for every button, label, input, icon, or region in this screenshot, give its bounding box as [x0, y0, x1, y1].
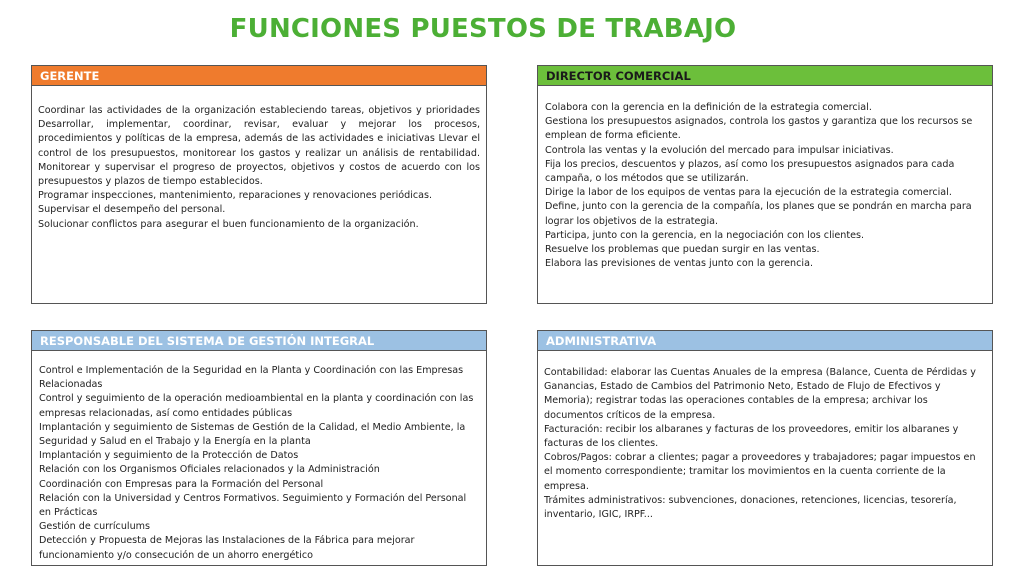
- director-line: Define, junto con la gerencia de la compañía, los planes que se pondrán en marcha para lograr los objetivos de la estrategia.: [545, 201, 972, 227]
- sgi-line: Detección y Propuesta de Mejoras las Instalaciones de la Fábrica para mejorar funcionamiento y/o consecución de un ahorro energético: [39, 535, 415, 561]
- gerente-panel: [31, 65, 487, 304]
- sgi-line: Control e Implementación de la Seguridad en la Planta y Coordinación con las Empresas Relacionadas: [39, 365, 464, 391]
- sgi-panel: [31, 330, 487, 566]
- gerente-line: Supervisar el desempeño del personal.: [38, 204, 226, 216]
- director-line: Dirige la labor de los equipos de ventas para la ejecución de la estrategia comercial.: [545, 187, 952, 199]
- sgi-body: [32, 351, 486, 563]
- gerente-body: [32, 86, 486, 232]
- director-line: Fija los precios, descuentos y plazos, así como los presupuestos asignados para cada campaña, o los métodos que se utilizarán.: [545, 158, 955, 185]
- gerente-line: Programar inspecciones, mantenimiento, reparaciones y renovaciones periódicas.: [38, 190, 433, 202]
- sgi-line: Coordinación con Empresas para la Formación del Personal: [39, 478, 324, 490]
- page-title: FUNCIONES PUESTOS DE TRABAJO: [229, 14, 737, 44]
- gerente-line: Solucionar conflictos para asegurar el buen funcionamiento de la organización.: [38, 218, 419, 230]
- administrativa-line: Contabilidad: elaborar las Cuentas Anuales de la empresa (Balance, Cuenta de Pérdidas y Ganancias, Estado de Cambios del Patrimonio Neto, Estado de Flujo de Efectivos y Memoria); registrar todas las operaciones contables de la empresa; archivar los documentos críticos de la empresa.: [544, 367, 976, 421]
- sgi-line: Implantación y seguimiento de la Protección de Datos: [39, 450, 299, 462]
- director-comercial-body: [538, 86, 992, 271]
- administrativa-line: Trámites administrativos: subvenciones, donaciones, retenciones, licencias, tesorería, inventario, IGIC, IRPF...: [544, 494, 957, 521]
- director-line: Colabora con la gerencia en la definición de la estrategia comercial.: [545, 102, 872, 113]
- director-comercial-panel: [537, 65, 993, 304]
- director-line: Resuelve los problemas que puedan surgir en las ventas.: [545, 244, 820, 256]
- sgi-line: Implantación y seguimiento de Sistemas de Gestión de la Calidad, el Medio Ambiente, la Seguridad y Salud en el Trabajo y la Energía en la planta: [39, 421, 466, 448]
- director-line: Gestiona los presupuestos asignados, controla los gastos y garantiza que los recursos se emplean de forma eficiente.: [545, 116, 973, 142]
- director-line: Participa, junto con la gerencia, en la negociación con los clientes.: [545, 229, 865, 241]
- sgi-header: RESPONSABLE DEL SISTEMA DE GESTIÓN INTEGRAL: [32, 331, 486, 351]
- director-line: Controla las ventas y la evolución del mercado para impulsar iniciativas.: [545, 144, 894, 156]
- sgi-line: Relación con los Organismos Oficiales relacionados y la Administración: [39, 464, 380, 476]
- sgi-line: Control y seguimiento de la operación medioambiental en la planta y coordinación con las empresas relacionadas, así como entidades públicas: [39, 393, 474, 419]
- director-line: Elabora las previsiones de ventas junto con la gerencia.: [545, 258, 814, 270]
- administrativa-line: Facturación: recibir los albaranes y facturas de los proveedores, emitir los albaranes y facturas de los clientes.: [544, 423, 959, 450]
- director-comercial-header: DIRECTOR COMERCIAL: [538, 66, 992, 86]
- administrativa-line: Cobros/Pagos: cobrar a clientes; pagar a proveedores y trabajadores; pagar impuestos en el momento correspondiente; tramitar los movimientos en la cuenta corriente de la empresa.: [544, 452, 976, 492]
- administrativa-panel: [537, 330, 993, 566]
- sgi-line: Relación con la Universidad y Centros Formativos. Seguimiento y Formación del Personal en Prácticas: [39, 492, 467, 519]
- administrativa-body: [538, 351, 992, 522]
- gerente-header: GERENTE: [32, 66, 486, 86]
- gerente-line: Coordinar las actividades de la organización estableciendo tareas, objetivos y prioridades Desarrollar, implementar, coordinar, revisar, evaluar y mejorar los procesos, procedimientos y políticas de la empresa, además de las actividades e iniciativas Llevar el control de los presupuestos, monitorear los gastos y realizar un análisis de rentabilidad. Monitorear y supervisar el progreso de proyectos, objetivos y costos de acuerdo con los presupuestos y plazos de tiempo establecidos.: [38, 105, 480, 188]
- administrativa-header: ADMINISTRATIVA: [538, 331, 992, 351]
- sgi-line: Gestión de currículums: [39, 521, 150, 533]
